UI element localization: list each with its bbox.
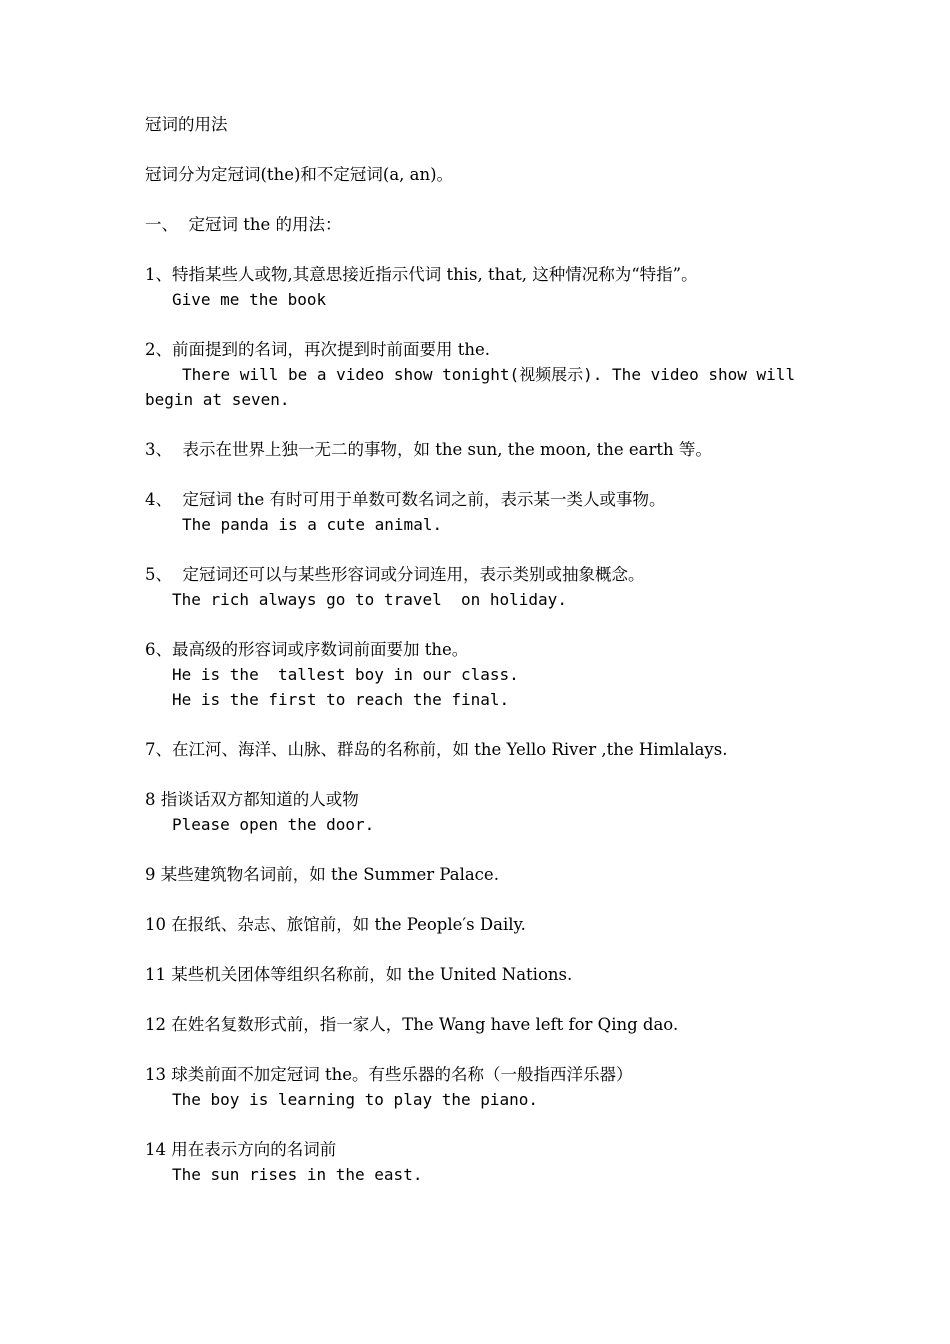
rule-text: 10 在报纸、杂志、旅馆前，如 the People′s Daily. [145, 915, 526, 934]
example-sentence-continued: begin at seven. [145, 390, 290, 409]
intro-paragraph: 冠词分为定冠词(the)和不定冠词(a, an)。 [145, 165, 454, 184]
list-item [145, 1012, 845, 1037]
rule-text: 3、 表示在世界上独一无二的事物，如 the sun, the moon, the earth 等。 [145, 440, 712, 459]
example-sentence: The panda is a cute animal. [182, 515, 443, 534]
example-sentence: He is the first to reach the final. [172, 690, 510, 709]
rule-text: 8 指谈话双方都知道的人或物 [145, 790, 359, 809]
rule-text: 14 用在表示方向的名词前 [145, 1140, 337, 1159]
list-item [145, 637, 845, 712]
list-item [145, 862, 845, 887]
example-sentence: The sun rises in the east. [172, 1165, 423, 1184]
example-sentence: He is the tallest boy in our class. [172, 665, 519, 684]
example-sentence: There will be a video show tonight(视频展示). The video show will [182, 365, 796, 384]
example-sentence: Please open the door. [172, 815, 375, 834]
list-item [145, 737, 845, 762]
rule-text: 6、最高级的形容词或序数词前面要加 the。 [145, 640, 469, 659]
document-page [145, 112, 845, 1187]
list-item [145, 912, 845, 937]
section-heading: 一、 定冠词 the 的用法： [145, 215, 342, 234]
rule-text: 4、 定冠词 the 有时可用于单数可数名词之前，表示某一类人或事物。 [145, 490, 666, 509]
example-sentence: The boy is learning to play the piano. [172, 1090, 539, 1109]
list-item [145, 1137, 845, 1187]
list-item [145, 487, 845, 537]
rule-text: 1、特指某些人或物,其意思接近指示代词 this, that, 这种情况称为“特指”。 [145, 265, 698, 284]
rule-text: 11 某些机关团体等组织名称前，如 the United Nations. [145, 965, 573, 984]
rule-text: 13 球类前面不加定冠词 the。有些乐器的名称（一般指西洋乐器） [145, 1065, 633, 1084]
example-sentence: Give me the book [172, 290, 327, 309]
rule-text: 9 某些建筑物名词前，如 the Summer Palace. [145, 865, 499, 884]
list-item [145, 562, 845, 612]
example-sentence: The rich always go to travel on holiday. [172, 590, 567, 609]
list-item [145, 787, 845, 837]
list-item [145, 262, 845, 312]
document-title: 冠词的用法 [145, 115, 228, 134]
list-item [145, 1062, 845, 1112]
list-item [145, 962, 845, 987]
list-item [145, 437, 845, 462]
rule-text: 2、前面提到的名词，再次提到时前面要用 the. [145, 340, 491, 359]
rule-text: 7、在江河、海洋、山脉、群岛的名称前，如 the Yello River ,the Himlalays. [145, 740, 728, 759]
list-item [145, 337, 845, 412]
rule-text: 12 在姓名复数形式前，指一家人，The Wang have left for Qing dao. [145, 1015, 679, 1034]
rule-text: 5、 定冠词还可以与某些形容词或分词连用，表示类别或抽象概念。 [145, 565, 645, 584]
